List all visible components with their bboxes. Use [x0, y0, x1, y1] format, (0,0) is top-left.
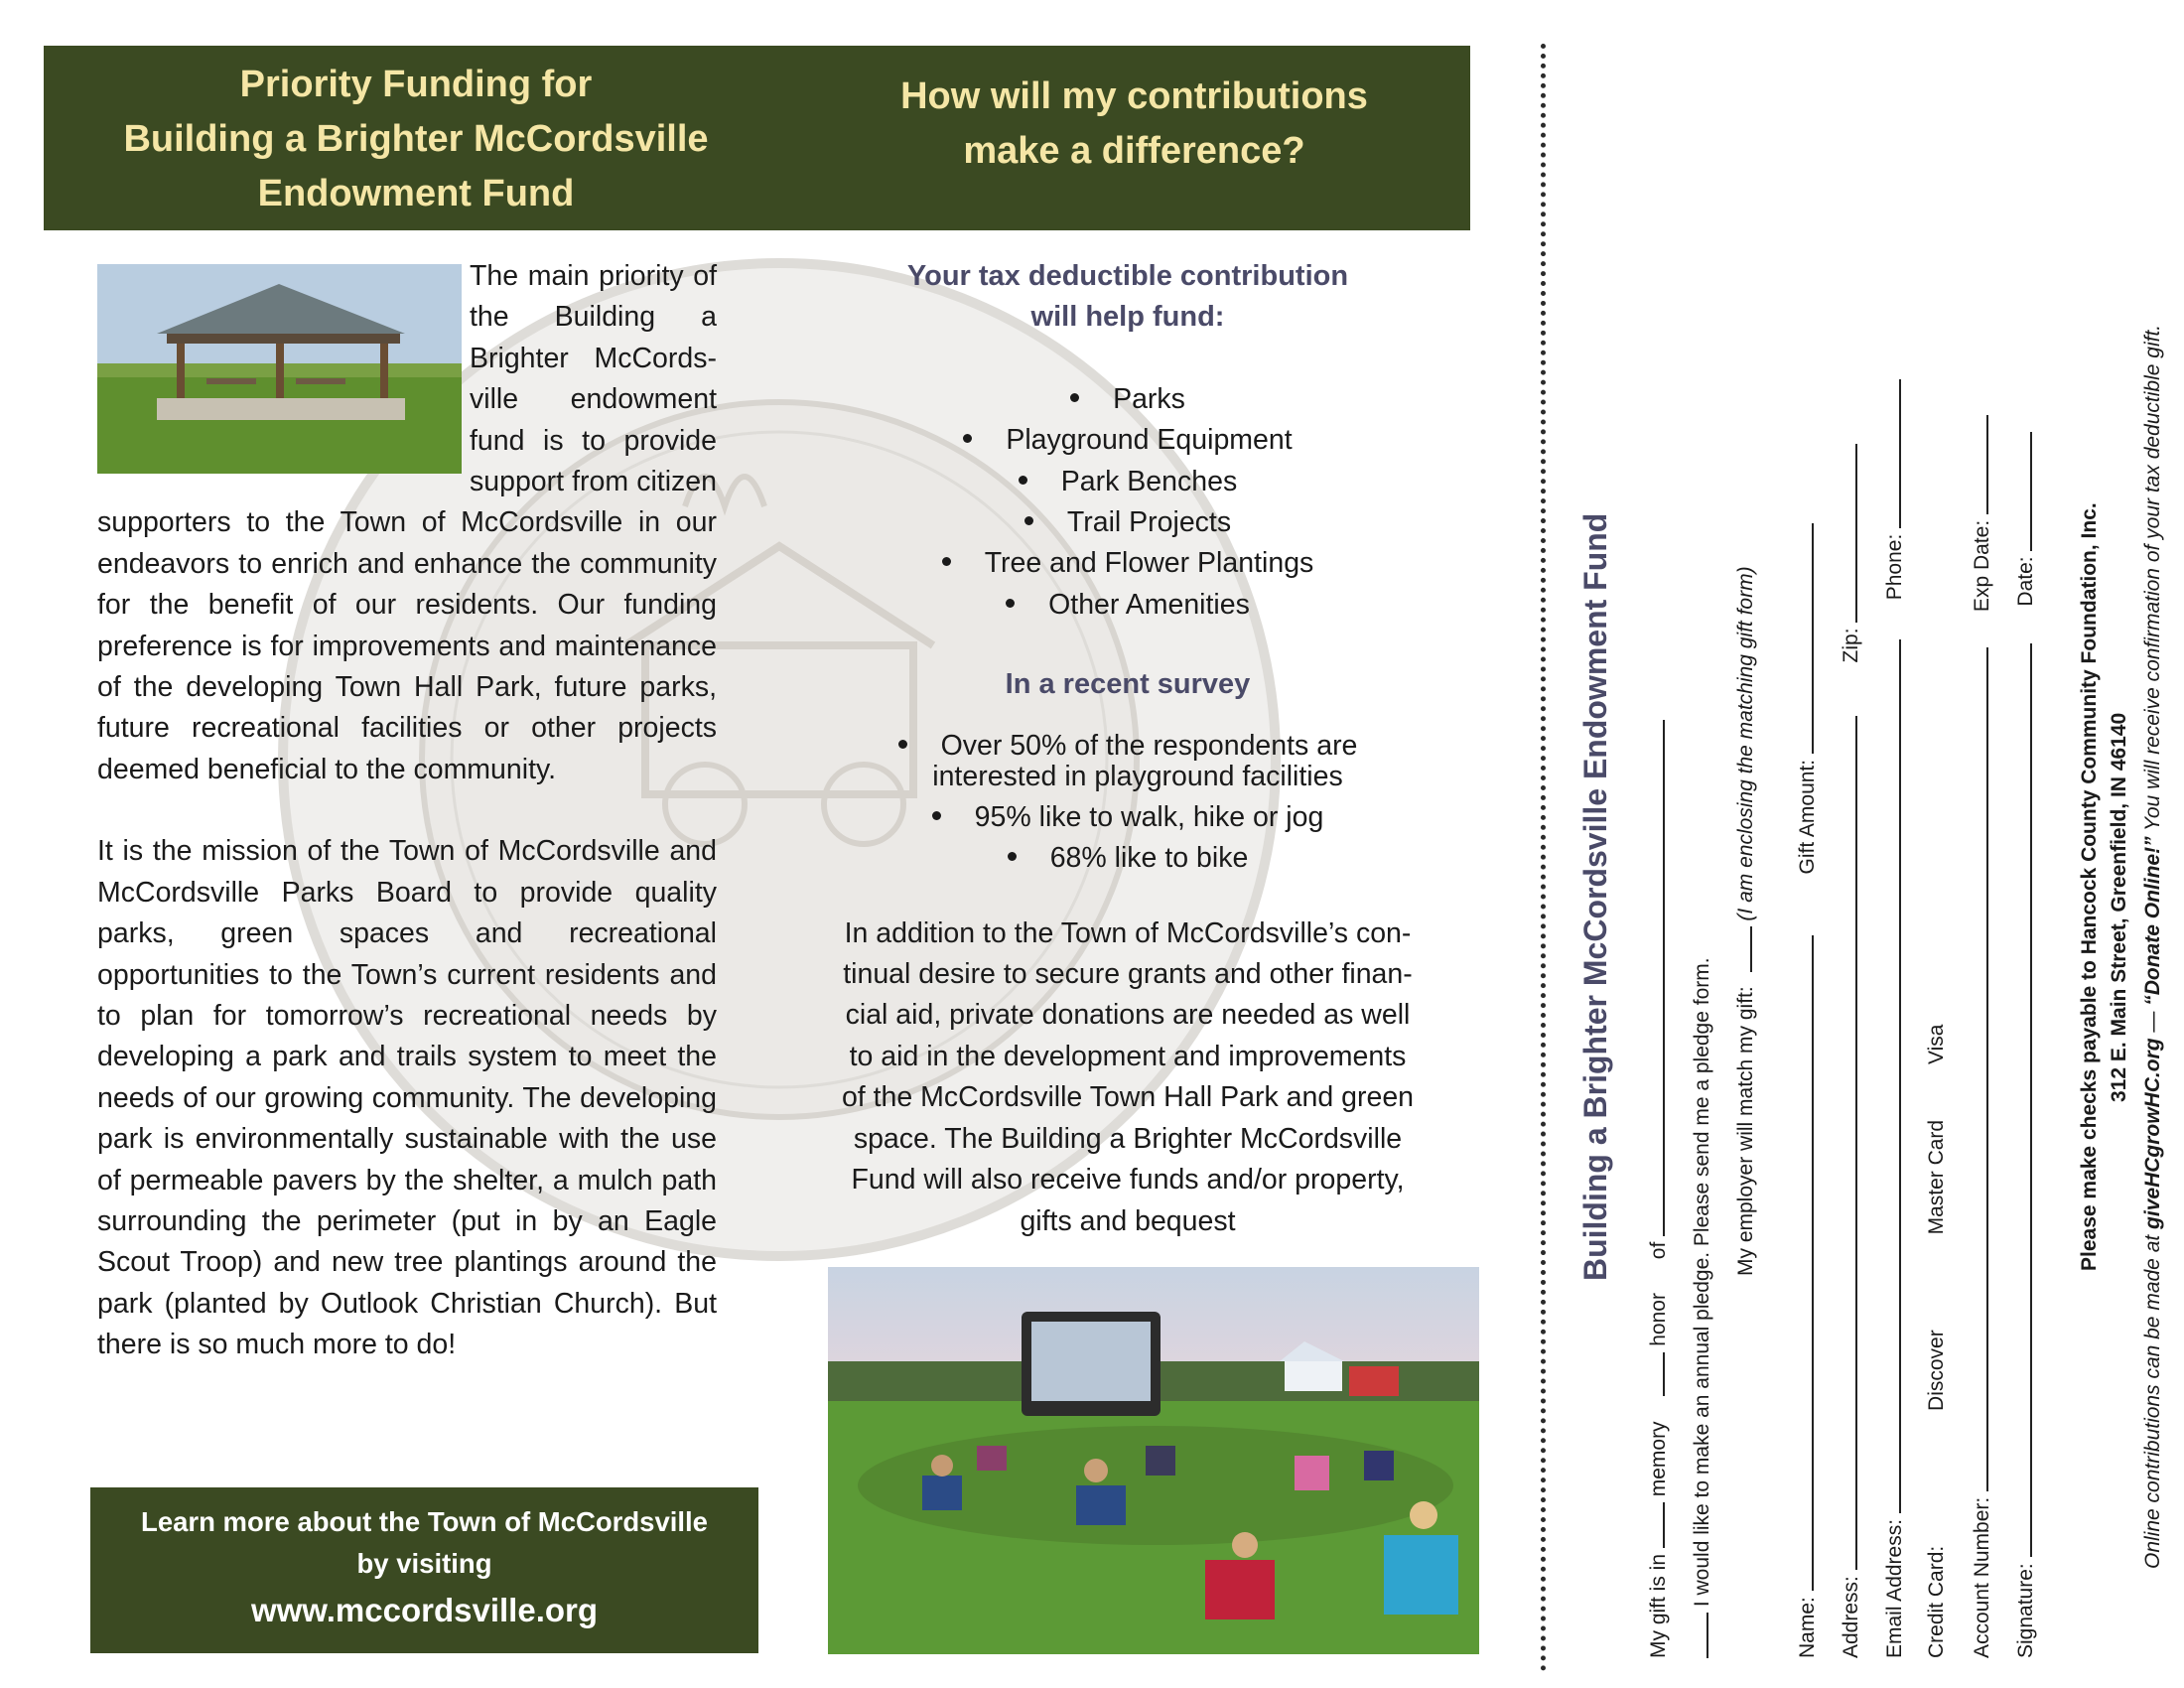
checks-payable-text: Please make checks payable to Hancock County Community Foundation, Inc.: [2078, 502, 2101, 1271]
signature-field[interactable]: [2012, 643, 2032, 1557]
learn-more-line: Learn more about the Town of McCordsville: [141, 1506, 708, 1537]
fund-item: Playground Equipment: [1006, 424, 1293, 457]
middle-column: [806, 256, 1449, 1242]
park-pavilion-photo: [97, 264, 462, 474]
list-item: [806, 543, 1449, 584]
bullet-icon: [963, 434, 972, 443]
address-label: Address:: [1840, 1576, 1862, 1658]
title-line: Priority Funding for: [239, 64, 593, 105]
list-item: [806, 502, 1449, 543]
of-label: of: [1647, 1241, 1670, 1260]
fund-heading: [806, 256, 1449, 339]
signature-row: [2012, 432, 2038, 1658]
bullet-icon: [942, 557, 951, 566]
date-field[interactable]: [2012, 432, 2032, 551]
employer-note: (I am enclosing the matching gift form): [1734, 566, 1757, 921]
employer-match-row: [1732, 566, 1758, 1276]
date-label: Date:: [2014, 556, 2037, 607]
list-item: [806, 843, 1449, 874]
bullet-icon: [1070, 393, 1079, 402]
zip-label: Zip:: [1840, 628, 1862, 663]
paragraph-line: In addition to the Town of McCordsville’s con-: [844, 916, 1412, 949]
gift-amount-label: Gift Amount:: [1796, 759, 1819, 875]
list-item: [806, 802, 1449, 833]
bullet-icon: [1008, 852, 1017, 861]
priority-funding-title: [44, 46, 788, 230]
paragraph-line: cial aid, private donations are needed as well: [845, 999, 1411, 1032]
learn-more-box: [90, 1487, 758, 1653]
foundation-address: 312 E. Main Street, Greenfield, IN 46140: [2108, 712, 2130, 1102]
card-option-mastercard[interactable]: Master Card: [1925, 1119, 1948, 1235]
pledge-form: [1564, 50, 2179, 1678]
gift-amount-field[interactable]: [1794, 523, 1814, 754]
fund-item: Park Benches: [1060, 465, 1238, 497]
online-suffix: You will receive confirmation of your tax deductible gift.: [2141, 324, 2164, 837]
signature-label: Signature:: [2014, 1563, 2037, 1658]
form-title: Building a Brighter McCordsville Endowment Fund: [1577, 512, 1613, 1281]
list-item: [806, 731, 1449, 792]
bullet-icon: [1006, 599, 1015, 608]
survey-heading: In a recent survey: [1005, 668, 1251, 701]
survey-item: 68% like to bike: [1049, 841, 1249, 874]
cut-line-divider: [1541, 44, 1546, 1672]
list-item: [806, 420, 1449, 461]
survey-list: [806, 731, 1449, 874]
paragraph-line: to aid in the development and improvements: [849, 1040, 1407, 1072]
donations-paragraph: [806, 914, 1449, 1242]
annual-pledge-row: [1689, 957, 1714, 1658]
address-field[interactable]: [1838, 716, 1857, 1570]
address-row: [1838, 444, 1863, 1658]
email-label: Email Address:: [1883, 1518, 1906, 1658]
phone-label: Phone:: [1883, 533, 1906, 601]
honor-label: honor: [1647, 1293, 1670, 1346]
card-option-discover[interactable]: Discover: [1925, 1330, 1948, 1411]
list-item: [806, 585, 1449, 626]
fund-heading-line: Your tax deductible contribution: [906, 260, 1349, 292]
title-line: How will my contributions: [900, 75, 1368, 117]
name-field[interactable]: [1794, 935, 1814, 1591]
paragraph-line: tinual desire to secure grants and other finan-: [843, 958, 1413, 991]
survey-item: interested in playground facilities: [932, 760, 1343, 792]
annual-pledge-checkbox[interactable]: [1689, 1613, 1708, 1658]
online-dash: —: [2141, 1005, 2164, 1039]
header-bar: [44, 46, 1470, 230]
online-contributions-text: [2141, 325, 2165, 1569]
mission-paragraph: It is the mission of the Town of McCordsville and McCordsville Parks Board to provide quality parks, green spaces and recreational opportunities to the Town’s current residents and to plan for tomorrow’s recreational needs by developing a park and trails system to meet the needs of our growing community. The developing park is environmentally sustainable with the use of permeable pavers by the shelter, a mulch path surrounding the perimeter (put in by an Eagle Scout Troop) and new tree plantings around the park (planted by Outlook Christian Church). But there is so much more to do!: [97, 835, 717, 1361]
contributions-title: [798, 46, 1470, 230]
credit-card-row: [1925, 1025, 1949, 1658]
list-item: [806, 462, 1449, 502]
phone-field[interactable]: [1881, 379, 1901, 528]
account-number-label: Account Number:: [1971, 1496, 1993, 1658]
name-row: [1794, 523, 1820, 1658]
memory-checkbox[interactable]: [1645, 1502, 1665, 1548]
account-number-field[interactable]: [1969, 647, 1988, 1491]
gift-in-label: My gift is in: [1647, 1553, 1670, 1658]
title-line: make a difference?: [963, 130, 1305, 172]
annual-pledge-label: I would like to make an annual pledge. Please send me a pledge form.: [1691, 957, 1713, 1608]
survey-item: 95% like to walk, hike or jog: [974, 800, 1324, 833]
card-option-visa[interactable]: Visa: [1925, 1024, 1948, 1065]
bullet-icon: [1024, 516, 1033, 525]
fund-item: Tree and Flower Plantings: [984, 547, 1314, 580]
fund-item: Trail Projects: [1066, 506, 1232, 539]
title-line: Building a Brighter McCordsville: [123, 118, 709, 160]
learn-more-line: by visiting: [356, 1548, 492, 1579]
priority-paragraph: The main priority of the Building a Brighter McCordsville endowment fund is to provide support from citizen supporters to the Town of McCordsville in our endeavors to enrich and enhance the community for the benefit of our residents. Our funding preference is for improvements and maintenance of the developing Town Hall Park, future parks, future recreational facilities or other projects deemed beneficial to the community.: [97, 260, 717, 785]
honor-checkbox[interactable]: [1645, 1352, 1665, 1396]
exp-date-field[interactable]: [1969, 415, 1988, 514]
employer-match-checkbox[interactable]: [1732, 926, 1752, 972]
employer-match-label: My employer will match my gift:: [1734, 986, 1757, 1276]
name-label: Name:: [1796, 1597, 1819, 1658]
bullet-icon: [1019, 476, 1027, 485]
zip-field[interactable]: [1838, 444, 1857, 623]
fund-heading-line: will help fund:: [1030, 301, 1225, 334]
email-field[interactable]: [1881, 639, 1901, 1513]
fund-item: Parks: [1113, 382, 1185, 415]
paragraph-line: Fund will also receive funds and/or property,: [851, 1164, 1405, 1196]
credit-card-label: Credit Card:: [1925, 1545, 1948, 1658]
donation-website-link[interactable]: giveHCgrowHC.org: [2141, 1038, 2164, 1229]
paragraph-line: space. The Building a Brighter McCordsville: [853, 1122, 1403, 1155]
paragraph-line: of the McCordsville Town Hall Park and green: [841, 1081, 1415, 1114]
survey-item: Over 50% of the respondents are: [940, 729, 1358, 762]
website-link[interactable]: www.mccordsville.org: [250, 1592, 599, 1628]
honoree-field[interactable]: [1645, 720, 1665, 1236]
paragraph-line: gifts and bequest: [1020, 1204, 1236, 1237]
list-item: [806, 379, 1449, 420]
fund-item: Other Amenities: [1048, 588, 1250, 621]
bullet-icon: [898, 740, 907, 749]
left-column: [97, 256, 717, 1366]
donate-online-text: “Donate Online!”: [2141, 836, 2164, 1006]
online-prefix: Online contributions can be made at: [2141, 1228, 2164, 1569]
bullet-icon: [932, 811, 941, 820]
gift-in-row: [1645, 720, 1671, 1658]
memory-label: memory: [1647, 1421, 1670, 1497]
movie-night-photo: [828, 1267, 1479, 1654]
title-line: Endowment Fund: [257, 173, 575, 214]
email-row: [1881, 379, 1907, 1658]
exp-date-label: Exp Date:: [1971, 519, 1993, 613]
fund-list: [806, 379, 1449, 626]
account-row: [1969, 415, 1994, 1658]
